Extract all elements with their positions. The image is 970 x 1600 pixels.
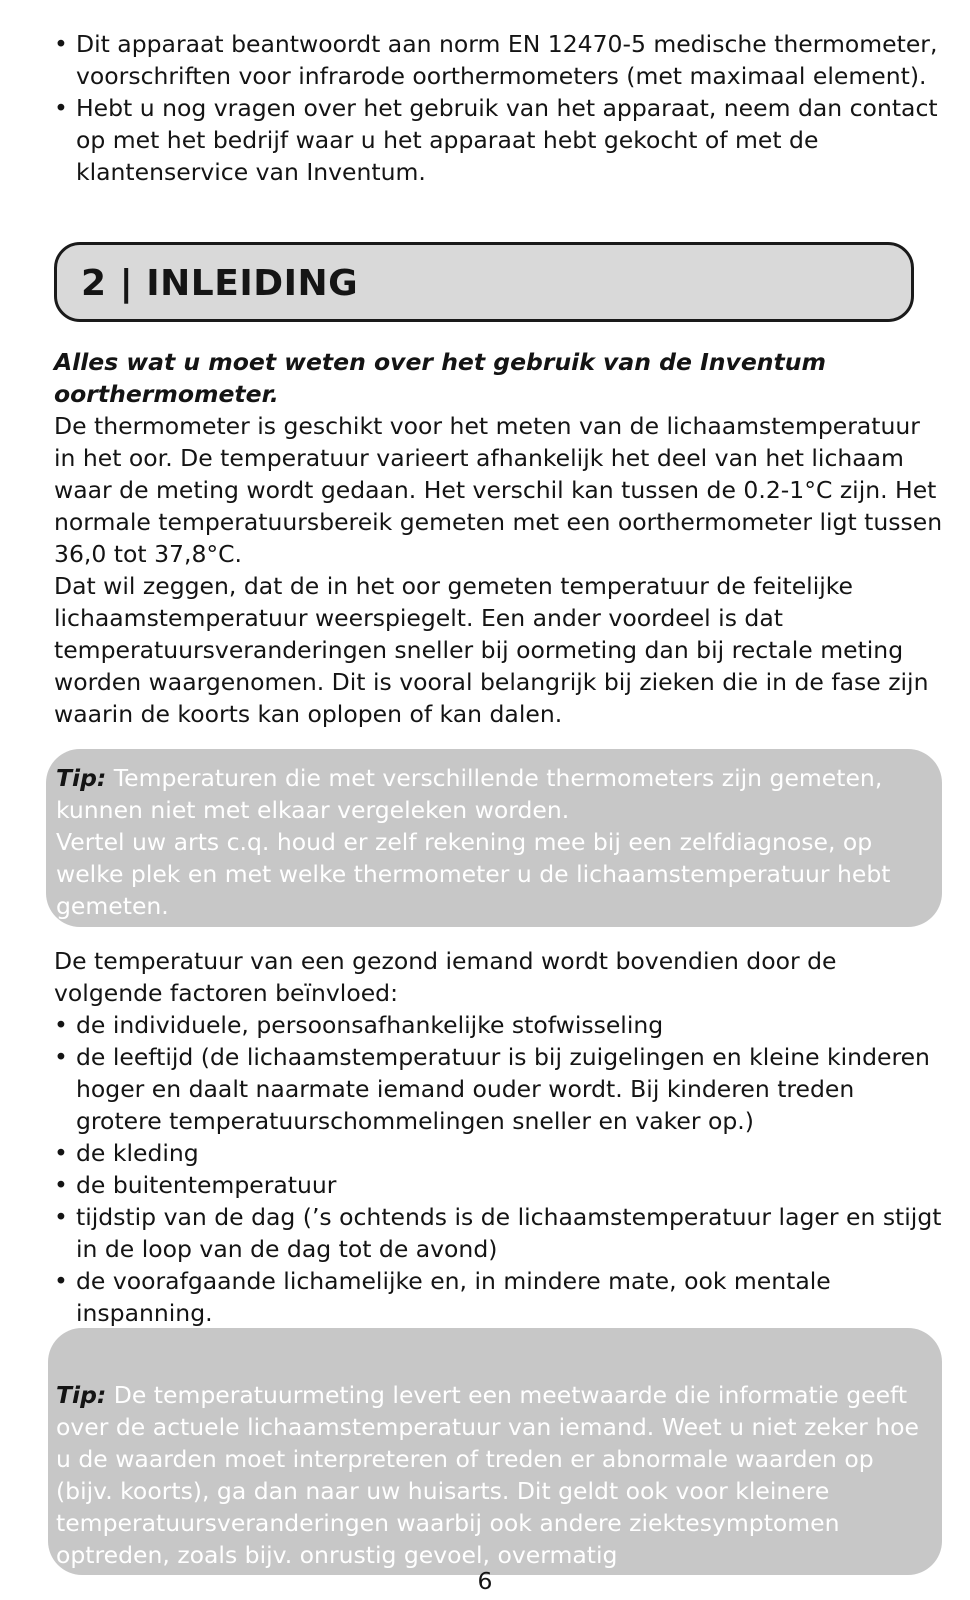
list-item: • Dit apparaat beantwoordt aan norm EN 12470-5 medische thermometer, voorschriften voor infrarode oorthermometers (met maximaal element). [54, 28, 954, 92]
factors-list [54, 1009, 944, 1329]
list-item: • tijdstip van de dag (’s ochtends is de lichaamstemperatuur lager en stijgt in de loop van de dag tot de avond) [54, 1201, 944, 1265]
section-header [54, 242, 914, 322]
intro-lead: Alles wat u moet weten over het gebruik van de Inventum oorthermometer. [54, 348, 826, 408]
tip-1-paragraph-1 [56, 762, 932, 826]
list-item: • de leeftijd (de lichaamstemperatuur is bij zuigelingen en kleine kinderen hoger en daalt naarmate iemand ouder wordt. Bij kinderen treden grotere temperatuurschommelingen sneller en vaker op.) [54, 1041, 944, 1137]
tip-2-text: De temperatuurmeting levert een meetwaarde die informatie geeft over de actuele lichaamstemperatuur van iemand. Weet u niet zeker hoe u de waarden moet interpreteren of treden er abnormale waarden op (bijv. koorts), ga dan naar uw huisarts. Dit geldt ook voor kleinere temperatuursveranderingen waarbij ook andere ziektesymptomen optreden, zoals bijv. onrustig gevoel, overmatig [56, 1381, 919, 1569]
tip-2-paragraph [56, 1379, 932, 1571]
page-number: 6 [477, 1567, 493, 1595]
tip-box-2 [48, 1328, 942, 1575]
intro-paragraph-2: Dat wil zeggen, dat de in het oor gemeten temperatuur de feitelijke lichaamstemperatuur weerspiegelt. Een ander voordeel is dat temperatuursveranderingen sneller bij oormeting dan bij rectale meting worden waargenomen. Dit is vooral belangrijk bij zieken die in de fase zijn waarin de koorts kan oplopen of kan dalen. [54, 572, 929, 728]
list-item: • de kleding [54, 1137, 944, 1169]
section-title: 2 | INLEIDING [81, 263, 359, 304]
tip-label: Tip: [56, 764, 107, 792]
tip-1-text: Temperaturen die met verschillende thermometers zijn gemeten, kunnen niet met elkaar vergeleken worden. [56, 764, 883, 824]
intro-bullet-list [54, 28, 954, 188]
list-item: • Hebt u nog vragen over het gebruik van het apparaat, neem dan contact op met het bedrijf waar u het apparaat hebt gekocht of met de klantenservice van Inventum. [54, 92, 954, 188]
tip-1-paragraph-2: Vertel uw arts c.q. houd er zelf rekening mee bij een zelfdiagnose, op welke plek en met welke thermometer u de lichaamstemperatuur hebt gemeten. [56, 828, 891, 920]
tip-label: Tip: [56, 1381, 107, 1409]
tip-box-1 [46, 749, 942, 927]
list-item: • de buitentemperatuur [54, 1169, 944, 1201]
factors-section [54, 945, 944, 1329]
factors-intro: De temperatuur van een gezond iemand wordt bovendien door de volgende factoren beïnvloed: [54, 947, 837, 1007]
list-item: • de voorafgaande lichamelijke en, in mindere mate, ook mentale inspanning. [54, 1265, 944, 1329]
list-item: • de individuele, persoonsafhankelijke stofwisseling [54, 1009, 944, 1041]
intro-paragraph-1: De thermometer is geschikt voor het meten van de lichaamstemperatuur in het oor. De temperatuur varieert afhankelijk het deel van het lichaam waar de meting wordt gedaan. Het verschil kan tussen de 0.2-1°C zijn. Het normale temperatuursbereik gemeten met een oorthermometer ligt tussen 36,0 tot 37,8°C. [54, 412, 943, 568]
intro-section [54, 346, 944, 730]
